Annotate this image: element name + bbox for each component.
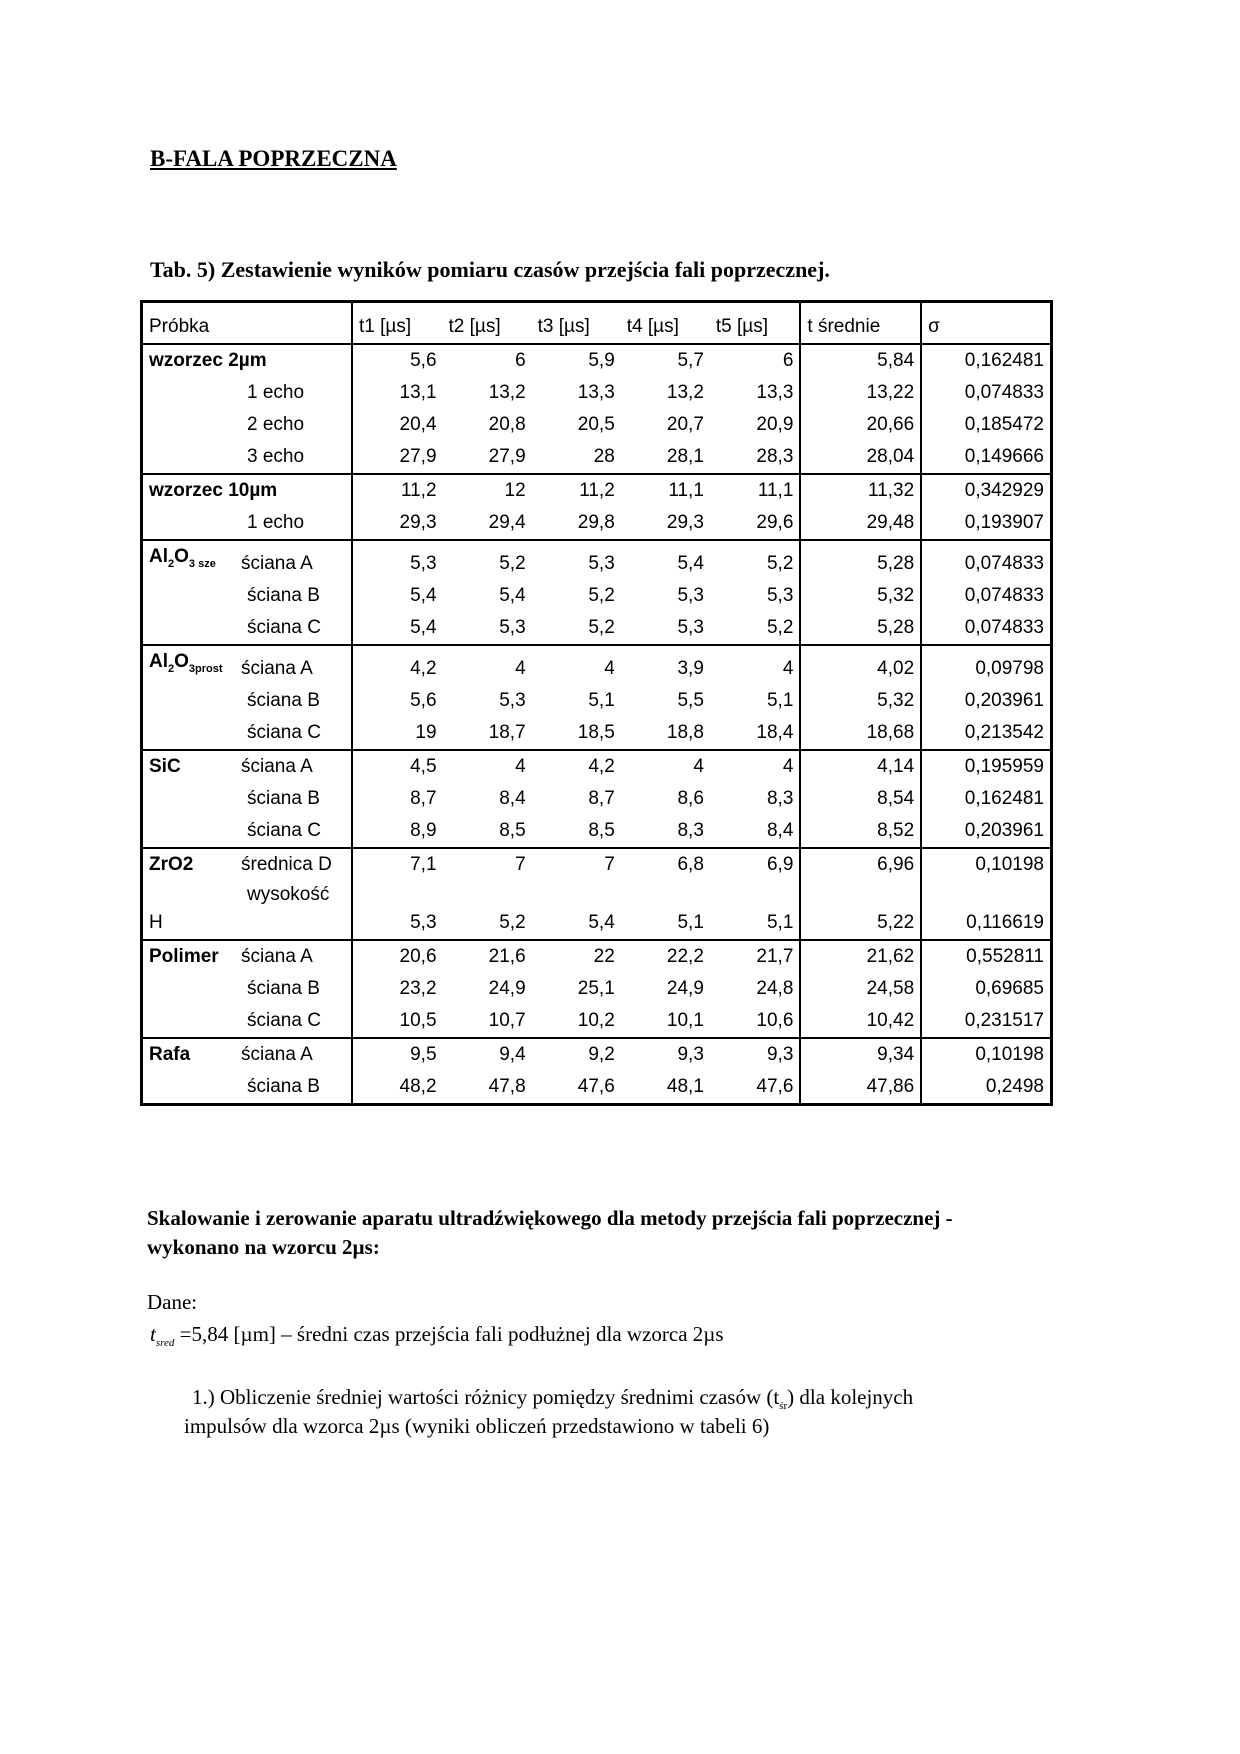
value-cell: 10,6 <box>710 1005 801 1038</box>
value-cell: 5,2 <box>588 616 615 638</box>
sample-label-cell <box>142 1071 353 1105</box>
value-cell: 6,9 <box>710 848 801 881</box>
value-cell: 0,193907 <box>964 512 1044 533</box>
sample-label-cell <box>142 848 353 881</box>
sample-group <box>142 645 1052 750</box>
value-cell: 28,04 <box>800 441 921 474</box>
value-cell: 5,4 <box>410 616 437 638</box>
value-cell: 21,7 <box>710 940 801 973</box>
step1-subscript: śr <box>779 1400 788 1413</box>
value-cell: 5,2 <box>710 540 801 580</box>
sample-group <box>142 750 1052 848</box>
table-row <box>142 409 1052 441</box>
step1-line1 <box>192 1385 913 1412</box>
value-cell: 5,1 <box>710 685 801 717</box>
value-cell: 8,5 <box>588 819 615 841</box>
header-cell: t3 [µs] <box>532 302 621 345</box>
value-cell: 20,7 <box>666 414 704 435</box>
value-cell: 5,3 <box>410 911 437 933</box>
header-cell: t4 [µs] <box>621 302 710 345</box>
value-cell: 8,6 <box>677 787 704 809</box>
table-row <box>142 612 1052 645</box>
value-cell: 5,28 <box>800 612 921 645</box>
value-cell: 0,69685 <box>975 977 1044 999</box>
table-row <box>142 580 1052 612</box>
value-cell: 11,2 <box>400 480 437 501</box>
value-cell: 5,3 <box>677 616 704 638</box>
value-cell: 6,8 <box>677 853 704 875</box>
tsred-subscript: sred <box>155 1337 175 1350</box>
value-cell: 0,213542 <box>964 721 1044 743</box>
value-cell: 0,2498 <box>985 1075 1044 1097</box>
value-cell: 20,66 <box>800 409 921 441</box>
sample-sublabel: ściana B <box>247 787 320 809</box>
value-cell: 5,4 <box>588 911 615 933</box>
sample-name: wzorzec 2µm <box>149 350 267 371</box>
value-cell: 8,9 <box>410 819 437 841</box>
value-cell: 9,3 <box>710 1038 801 1071</box>
table-row <box>142 750 1052 783</box>
sample-sublabel: ściana A <box>241 552 313 574</box>
value-cell: 0,10198 <box>975 853 1044 875</box>
value-cell: 29,8 <box>577 512 615 533</box>
sample-sublabel: ściana C <box>247 1009 321 1031</box>
header-cell: t średnie <box>800 302 921 345</box>
table-row <box>142 507 1052 540</box>
value-cell: 29,48 <box>800 507 921 540</box>
value-cell: 13,22 <box>800 377 921 409</box>
value-cell: 0,149666 <box>964 446 1044 467</box>
value-cell: 5,3 <box>677 584 704 606</box>
sample-label-cell <box>142 441 353 474</box>
value-cell: 9,4 <box>499 1043 526 1065</box>
table-row <box>142 783 1052 815</box>
sample-sublabel: 1 echo <box>247 512 305 533</box>
value-cell: 5,3 <box>499 689 526 711</box>
value-cell: 3,9 <box>677 657 704 679</box>
value-cell: 7 <box>515 853 526 875</box>
value-cell: 11,2 <box>579 480 615 501</box>
value-cell: 7,1 <box>410 853 437 875</box>
sample-sublabel: 1 echo <box>247 382 305 403</box>
value-cell: 28 <box>593 446 615 467</box>
value-cell: 10,2 <box>577 1009 615 1031</box>
sample-group <box>142 540 1052 645</box>
value-cell: 5,2 <box>588 584 615 606</box>
value-cell: 0,185472 <box>964 414 1044 435</box>
sample-sublabel: średnica D <box>241 853 332 875</box>
value-cell: 5,4 <box>410 584 437 606</box>
table-row <box>142 940 1052 973</box>
value-cell: 4,14 <box>800 750 921 783</box>
value-cell: 5,2 <box>499 552 526 574</box>
sample-label-cell <box>142 612 353 645</box>
value-cell: 13,2 <box>666 382 704 403</box>
sample-group <box>142 940 1052 1038</box>
value-cell: 0,074833 <box>964 382 1044 403</box>
sample-label-cell <box>142 645 353 685</box>
value-cell: 20,5 <box>577 414 615 435</box>
value-cell: 5,1 <box>588 689 615 711</box>
value-cell: 47,6 <box>577 1075 615 1097</box>
value-cell: 11,32 <box>800 474 921 507</box>
value-cell: 18,7 <box>488 721 526 743</box>
sample-label-cell <box>142 940 353 973</box>
sample-sublabel: ściana A <box>241 1043 313 1065</box>
value-cell: 5,2 <box>710 612 801 645</box>
table-row <box>142 377 1052 409</box>
value-cell: 0,116619 <box>966 911 1044 933</box>
tsred-symbol: t <box>150 1322 156 1346</box>
value-cell: 9,2 <box>588 1043 615 1065</box>
table-caption: Tab. 5) Zestawienie wyników pomiaru czasów przejścia fali poprzecznej. <box>150 257 830 282</box>
value-cell: 22,2 <box>666 945 704 967</box>
value-cell: 20,6 <box>399 945 437 967</box>
sample-group <box>142 848 1052 940</box>
value-cell: 28,1 <box>666 446 704 467</box>
value-cell: 5,32 <box>800 685 921 717</box>
sample-sublabel: ściana B <box>247 689 320 711</box>
value-cell: 4,5 <box>410 755 437 777</box>
value-cell: 8,4 <box>710 815 801 848</box>
value-cell: 4 <box>515 657 526 679</box>
value-cell: 10,42 <box>800 1005 921 1038</box>
value-cell: 8,7 <box>410 787 437 809</box>
value-cell: 5,4 <box>499 584 526 606</box>
value-cell: 4 <box>710 750 801 783</box>
header-cell: Próbka <box>142 302 353 345</box>
value-cell: 4,02 <box>800 645 921 685</box>
value-cell: 0,552811 <box>966 945 1044 967</box>
value-cell: 9,34 <box>800 1038 921 1071</box>
sample-label-cell <box>142 750 353 783</box>
sample-label-cell <box>142 783 353 815</box>
tsred-line <box>150 1322 724 1349</box>
table-header-row <box>142 302 1052 345</box>
value-cell: 47,86 <box>800 1071 921 1105</box>
sample-label-cell <box>142 540 353 580</box>
value-cell: 0,342929 <box>964 480 1044 501</box>
value-cell: 18,5 <box>577 721 615 743</box>
sample-group <box>142 344 1052 474</box>
value-cell: 5,3 <box>499 616 526 638</box>
value-cell: 29,3 <box>399 512 437 533</box>
value-cell: 5,6 <box>410 350 437 371</box>
value-cell: 12 <box>504 480 526 501</box>
sample-label-cell <box>142 815 353 848</box>
sample-name: wzorzec 10µm <box>149 480 278 501</box>
value-cell: 8,54 <box>800 783 921 815</box>
value-cell: 18,8 <box>666 721 704 743</box>
value-cell: 19 <box>415 721 437 743</box>
value-cell: 29,6 <box>710 507 801 540</box>
value-cell: 0,09798 <box>975 657 1044 679</box>
table-row <box>142 973 1052 1005</box>
value-cell: 0,074833 <box>964 584 1044 606</box>
value-cell: 48,2 <box>399 1075 437 1097</box>
value-cell: 0,074833 <box>964 616 1044 638</box>
value-cell: 0,162481 <box>964 350 1044 371</box>
value-cell: 24,8 <box>710 973 801 1005</box>
value-cell: 23,2 <box>399 977 437 999</box>
value-cell: 5,1 <box>710 881 801 940</box>
value-cell: 5,1 <box>677 911 704 933</box>
value-cell: 5,7 <box>677 350 704 371</box>
sample-sublabel: ściana B <box>247 977 320 999</box>
sample-sublabel: ściana B <box>247 1075 320 1097</box>
value-cell: 4 <box>693 755 704 777</box>
sample-sublabel: ściana A <box>241 657 313 679</box>
sample-sublabel: ściana A <box>241 945 313 967</box>
value-cell: 5,5 <box>677 689 704 711</box>
table-row <box>142 881 1052 940</box>
sample-sublabel: 2 echo <box>247 414 305 435</box>
sample-name: $Al_2O_{3 sze}$ <box>149 546 216 570</box>
value-cell: 24,9 <box>488 977 526 999</box>
value-cell: 29,4 <box>488 512 526 533</box>
value-cell: 20,8 <box>488 414 526 435</box>
value-cell: 11,1 <box>710 474 801 507</box>
value-cell: 6,96 <box>800 848 921 881</box>
table-row <box>142 685 1052 717</box>
value-cell: 5,9 <box>588 350 615 371</box>
table-row <box>142 1071 1052 1105</box>
table-row <box>142 815 1052 848</box>
header-cell: t2 [µs] <box>443 302 532 345</box>
value-cell: 27,9 <box>488 446 526 467</box>
table-row <box>142 344 1052 377</box>
value-cell: 18,4 <box>710 717 801 750</box>
value-cell: 0,195959 <box>964 755 1044 777</box>
value-cell: 0,203961 <box>964 689 1044 711</box>
value-cell: 0,074833 <box>964 552 1044 574</box>
header-cell: t5 [µs] <box>710 302 801 345</box>
sample-name: $Al_2O_{3prost}$ <box>149 650 223 675</box>
value-cell: 5,3 <box>710 580 801 612</box>
value-cell: 9,3 <box>677 1043 704 1065</box>
sample-sublabel: ściana C <box>247 819 321 841</box>
value-cell: 13,3 <box>577 382 615 403</box>
table-row <box>142 474 1052 507</box>
value-cell: 10,5 <box>399 1009 437 1031</box>
header-cell: t1 [µs] <box>352 302 443 345</box>
value-cell: 5,32 <box>800 580 921 612</box>
value-cell: 20,4 <box>399 414 437 435</box>
value-cell: 5,3 <box>588 552 615 574</box>
value-cell: 24,58 <box>800 973 921 1005</box>
value-cell: 0,162481 <box>964 787 1044 809</box>
table-row <box>142 441 1052 474</box>
value-cell: 4 <box>710 645 801 685</box>
value-cell: 48,1 <box>666 1075 704 1097</box>
sample-sublabel: 3 echo <box>247 446 305 467</box>
value-cell: 21,62 <box>800 940 921 973</box>
value-cell: 8,3 <box>677 819 704 841</box>
value-cell: 21,6 <box>488 945 526 967</box>
sample-name: SiC <box>149 755 181 777</box>
value-cell: 8,3 <box>710 783 801 815</box>
sample-label-cell: wysokość H <box>142 881 353 940</box>
value-cell: 24,9 <box>666 977 704 999</box>
value-cell: 5,3 <box>410 552 437 574</box>
value-cell: 28,3 <box>710 441 801 474</box>
value-cell: 5,84 <box>800 344 921 377</box>
table-row <box>142 540 1052 580</box>
table-row <box>142 1038 1052 1071</box>
value-cell: 13,2 <box>488 382 526 403</box>
sample-sublabel: ściana A <box>241 755 313 777</box>
sample-group <box>142 1038 1052 1105</box>
value-cell: 8,52 <box>800 815 921 848</box>
header-cell: σ <box>921 302 1051 345</box>
value-cell: 5,28 <box>800 540 921 580</box>
value-cell: 5,22 <box>800 881 921 940</box>
sample-label-cell <box>142 1005 353 1038</box>
sample-name: Rafa <box>149 1043 191 1065</box>
value-cell: 4,2 <box>588 755 615 777</box>
sample-label-cell <box>142 685 353 717</box>
sample-label-cell <box>142 507 353 540</box>
value-cell: 4,2 <box>410 657 437 679</box>
value-cell: 5,6 <box>410 689 437 711</box>
calibration-title-line2: wykonano na wzorcu 2µs: <box>147 1235 380 1259</box>
table-row <box>142 848 1052 881</box>
value-cell: 18,68 <box>800 717 921 750</box>
tsred-text: =5,84 [µm] – średni czas przejścia fali podłużnej dla wzorca 2µs <box>174 1322 724 1346</box>
sample-label-cell <box>142 344 353 377</box>
section-heading: B-FALA POPRZECZNA <box>150 146 397 171</box>
sample-label-cell <box>142 580 353 612</box>
value-cell: 29,3 <box>666 512 704 533</box>
value-cell: 25,1 <box>577 977 615 999</box>
value-cell: 0,10198 <box>975 1043 1044 1065</box>
value-cell: 47,6 <box>710 1071 801 1105</box>
step1-text-end: ) dla kolejnych <box>787 1385 914 1409</box>
value-cell: 7 <box>604 853 615 875</box>
given-label: Dane: <box>147 1290 198 1314</box>
sample-sublabel: ściana C <box>247 721 321 743</box>
value-cell: 5,2 <box>499 911 526 933</box>
step1-line2: impulsów dla wzorca 2µs (wyniki obliczeń przedstawiono w tabeli 6) <box>184 1414 770 1438</box>
value-cell: 6 <box>515 350 526 371</box>
value-cell: 11,1 <box>668 480 704 501</box>
table-row <box>142 1005 1052 1038</box>
value-cell: 8,7 <box>588 787 615 809</box>
sample-label-cell <box>142 717 353 750</box>
value-cell: 13,1 <box>399 382 437 403</box>
table-row <box>142 717 1052 750</box>
step1-text: 1.) Obliczenie średniej wartości różnicy pomiędzy średnimi czasów (t <box>192 1385 780 1409</box>
value-cell: 0,203961 <box>964 819 1044 841</box>
sample-label-cell <box>142 973 353 1005</box>
results-table <box>140 300 1053 1106</box>
value-cell: 13,3 <box>710 377 801 409</box>
value-cell: 10,1 <box>666 1009 704 1031</box>
sample-label-cell <box>142 474 353 507</box>
value-cell: 0,231517 <box>964 1009 1044 1031</box>
sample-label-cell <box>142 377 353 409</box>
value-cell: 8,4 <box>499 787 526 809</box>
value-cell: 10,7 <box>488 1009 526 1031</box>
value-cell: 4 <box>515 755 526 777</box>
value-cell: 8,5 <box>499 819 526 841</box>
value-cell: 4 <box>604 657 615 679</box>
value-cell: 5,4 <box>677 552 704 574</box>
sample-sublabel: ściana C <box>247 616 321 638</box>
value-cell: 47,8 <box>488 1075 526 1097</box>
value-cell: 27,9 <box>399 446 437 467</box>
calibration-title-line1: Skalowanie i zerowanie aparatu ultradźwiękowego dla metody przejścia fali poprzecznej - <box>147 1206 953 1230</box>
sample-name: Polimer <box>149 945 219 967</box>
value-cell: 6 <box>710 344 801 377</box>
value-cell: 20,9 <box>710 409 801 441</box>
sample-label-cell <box>142 409 353 441</box>
sample-sublabel: ściana B <box>247 584 320 606</box>
value-cell: 22 <box>593 945 615 967</box>
sample-name: ZrO2 <box>149 853 194 875</box>
table-row <box>142 645 1052 685</box>
sample-group <box>142 474 1052 540</box>
value-cell: 9,5 <box>410 1043 437 1065</box>
sample-label-cell <box>142 1038 353 1071</box>
